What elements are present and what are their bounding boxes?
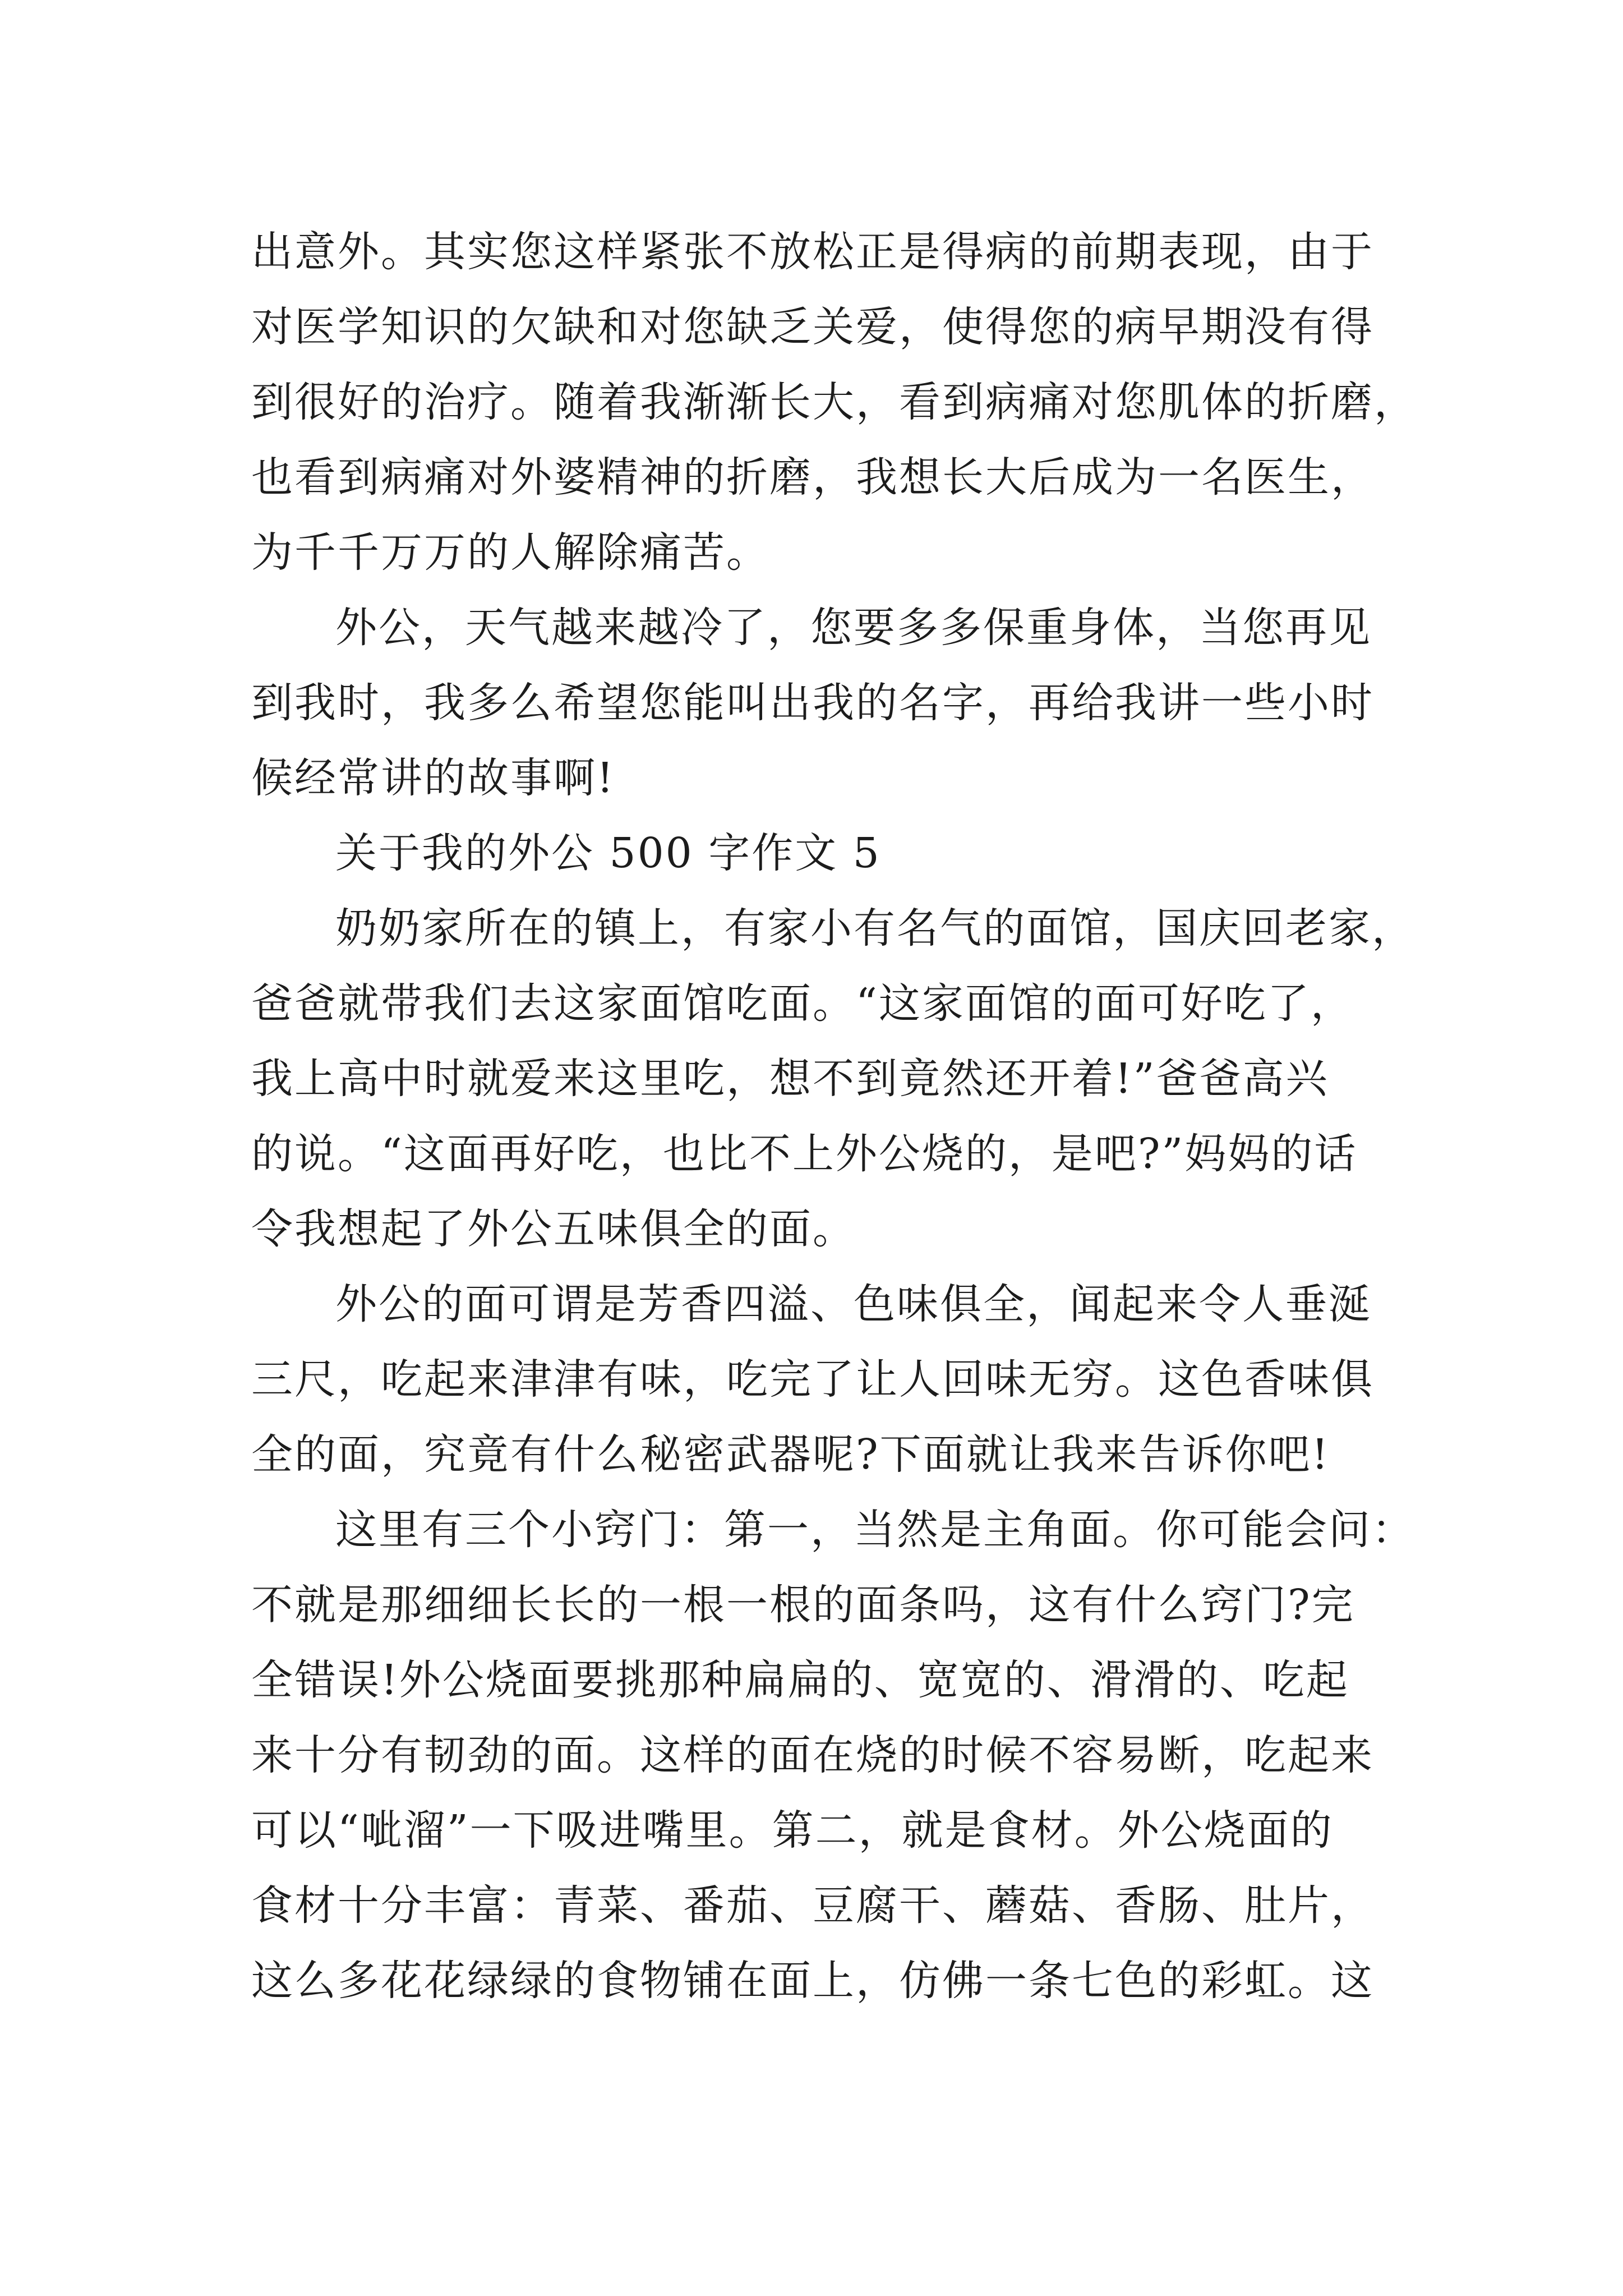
document-body — [251, 214, 1417, 2018]
text-line: 奶奶家所在的镇上，有家小有名气的面馆，国庆回老家， — [335, 904, 1415, 953]
text-line: 来十分有韧劲的面。这样的面在烧的时候不容易断，吃起来 — [251, 1731, 1374, 1779]
text-line: 到很好的治疗。随着我渐渐长大，看到病痛对您肌体的折磨， — [251, 378, 1417, 426]
paragraph — [251, 1267, 1395, 1492]
text-line: 全错误!外公烧面要挑那种扁扁的、宽宽的、滑滑的、吃起 — [251, 1656, 1349, 1704]
text-line: 候经常讲的故事啊! — [251, 754, 615, 802]
text-line: 外公，天气越来越冷了，您要多多保重身体，当您再见 — [335, 604, 1372, 652]
text-line: 出意外。其实您这样紧张不放松正是得病的前期表现，由于 — [251, 228, 1374, 276]
section-title — [251, 816, 1395, 891]
text-line: 对医学知识的欠缺和对您缺乏关爱，使得您的病早期没有得 — [251, 303, 1374, 351]
section-title-text: 关于我的外公 500 字作文 5 — [335, 829, 881, 877]
text-line: 为千千万万的人解除痛苦。 — [251, 528, 769, 577]
text-line: 这么多花花绿绿的食物铺在面上，仿佛一条七色的彩虹。这 — [251, 1957, 1374, 2005]
paragraph — [251, 214, 1417, 590]
text-line: 可以“呲溜”一下吸进嘴里。第二，就是食材。外公烧面的 — [251, 1806, 1334, 1855]
text-line: 这里有三个小窍门：第一，当然是主角面。你可能会问： — [335, 1506, 1415, 1554]
text-line: 三尺，吃起来津津有味，吃完了让人回味无穷。这色香味俱 — [251, 1355, 1374, 1404]
text-line: 爸爸就带我们去这家面馆吃面。“这家面馆的面可好吃了， — [251, 979, 1354, 1028]
text-line: 到我时，我多么希望您能叫出我的名字，再给我讲一些小时 — [251, 679, 1374, 727]
text-line: 全的面，究竟有什么秘密武器呢?下面就让我来告诉你吧! — [251, 1430, 1330, 1479]
paragraph — [251, 891, 1415, 1267]
text-line: 也看到病痛对外婆精神的折磨，我想长大后成为一名医生， — [251, 453, 1374, 501]
text-line: 食材十分丰富：青菜、番茄、豆腐干、蘑菇、香肠、肚片， — [251, 1881, 1374, 1930]
text-line: 令我想起了外公五味俱全的面。 — [251, 1205, 856, 1253]
paragraph — [251, 1492, 1415, 2018]
text-line: 的说。“这面再好吃，也比不上外公烧的，是吧?”妈妈的话 — [251, 1130, 1358, 1178]
text-line: 我上高中时就爱来这里吃，想不到竟然还开着!”爸爸高兴 — [251, 1055, 1329, 1103]
text-line: 外公的面可谓是芳香四溢、色味俱全，闻起来令人垂涎 — [335, 1280, 1372, 1328]
paragraph — [251, 590, 1395, 816]
text-line: 不就是那细细长长的一根一根的面条吗，这有什么窍门?完 — [251, 1581, 1355, 1629]
